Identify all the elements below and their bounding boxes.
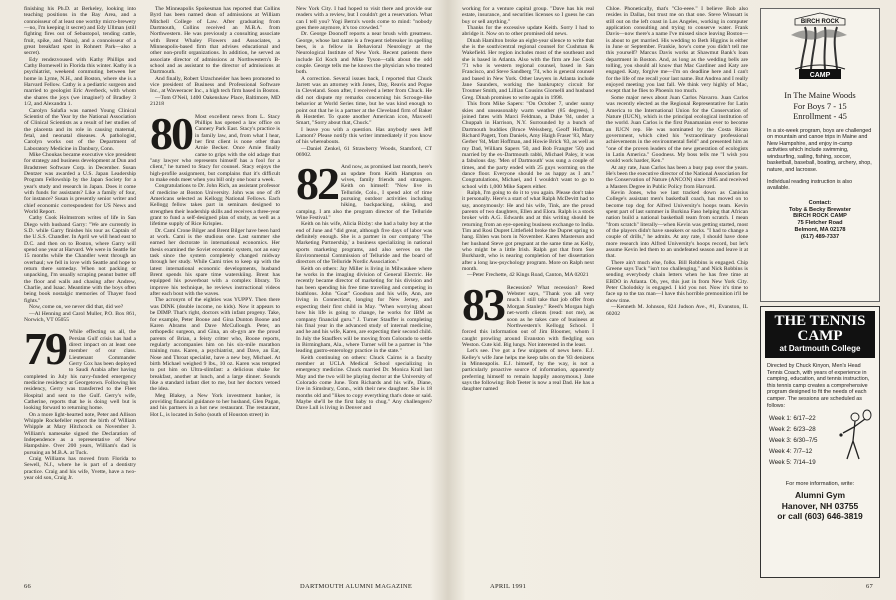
paragraph: Let's see. I've got a few snippets of news here. E.J. Kelley's wife Jane helps me keep tabs on the '83 denizens in Minneapolis. E.J. himself, by the way, is not a particularly proactive source of information, apparently preferring himself to remain happily anonymous.) Jane says the following: Bob Teeter is now a real Dad. He has a daughter named [462,348,594,393]
issue-date: APRIL 1991 [490,583,527,590]
paragraph: working for a venture capital group. "Dave has his real estate, insurance, and securities licenses so I guess he can buy or sell anything." [462,6,594,25]
paragraph: Keith on his wife, Alicia Bixby: she had a baby boy at the end of June and "did great, although five days of labor was definitely enough. She is a partner in our company 'The Marketing Partnership,' a business specializing in national sports marketing programs, and also serves on the Environmental Commission of Telluride and the board of directors of the Telluride Nordic Association." [296,221,432,266]
ad-phone: or call (603) 646-3819 [777,511,863,522]
ad-org: Alumni Gym [794,490,846,501]
paragraph: And finally, Robert Utzschneider has been promoted to vice president of Business and Professional Software Inc., at Waveeracer Inc., a high tech firm based in Boston. [150,75,280,95]
paragraph: Now, come on, we never did that, did we? [29,304,124,311]
birch-rock-camp-ad [760,8,880,302]
paragraph: Dinah Hamilton broke an eight-year silence to write that she is the south/central regional counsel for Cushman & Wakefield. Her region includes most of the southeast and she is based in Atlanta. Also with the firm are Joe Cook '71 who is western regional counsel, based in San Francisco, and Steve Sandberg '74, who is general counsel and based in New York. Other lawyers in Atlanta include Jane Saunders, working the bankruptcy circuit for Troutner Smith, and Lillian Cousins Giornelli and husband Greg. Dinah promises to write again in 1998. [462,37,594,101]
paragraph: Congratulations to Dr. John Rich, an assistant professor of medicine at Boston University. John was one of 49 Americans selected as Kellogg National Fellows. Each Kellogg fellow takes part in seminars designed to strengthen their leadership skills and receives a three-year grant to fund a self-designed plan of study, as well as a lifetime supply of Rice Krispies. [150,183,280,228]
week-row: Week 4: 7/7–12 [769,448,813,456]
magazine-title: DARTMOUTH ALUMNI MAGAZINE [300,583,413,590]
paragraph: Keith on others: Jay Miller is living in Milwaukee where he works in the imaging division of General Electric. He recently became director of marketing for his division and has been spending his free time traveling and competing in biathlons. John "Goat" Goodson and his wife, Ann, are living in Connecticut, longing for New Jersey, and expecting their first child in May. "When worrying about how his life is going to change, he works for IBM as company financial guru." J. Turner Stauffer is completing his final year in the advanced study of internal medicine, and he and his wife, Karen, are expecting their second child. In July the Stauffers will be moving from Colorado to settle in Birmingham, Ala., where Turner will be a partner in "the leading gastro-enterology practice in the state." [296,265,432,355]
paragraph: And now, as promised last month, here's an update from Keith Hampton on wives, family friends and strangers. Keith on himself: "Now live in Telluride, Colo., I spend alot of time pursuing outdoor activities including hiking, backpacking, skiing, and camping. I am also the program director of the Telluride Wine Festival." [296,164,432,221]
paragraph: Mike Choukas became executive vice president for strategy and business development at Dun and Bradstreet Software Corp. in December. Susan Dentzer was awarded a U.S. Japan Leadership Program Fellowship by the Japan Society for a year's study and research in Japan. Does it come with funds for assistants? Like a family of four, for instance? Susan is presently senior writer and chief economic correspondent for US News and World Report. [24,151,136,215]
signature: —Kenneth M. Johnson, 824 Judson Ave., #1, Evanston, IL 60202 [606,304,748,317]
contact-label: Contact: [808,199,832,206]
ad-title-1: THE TENNIS [774,313,866,329]
contact-phone: (617) 489-7337 [800,233,840,240]
ad-headline-2: For Boys 7 - 15 [793,100,847,111]
logo-sign-bottom: CAMP [809,72,831,79]
paragraph: On a more light-hearted note, Peter and Allison Whipple Rockefeller report the birth of William Whipple at Mary Hitchcock on November 3. William's namesake signed the Declaration of Independence as a representative of New Hampshire. Over 200 years, William's dad is pursuing an M.B.A. at Tuck. [24,411,136,456]
signature: —Al Henning and Carol Muller, P.O. Box 861, Norwich, VT 05055 [24,310,136,323]
paragraph: Dr. Cami Crone Bilger and Brent Bilger have been hard at work. Cami is the studious one. Last summer she earned her doctorate in international economics. Her thesis examined the Soviet economic system, not an easy task since the system completely changed midway through her study. While Cami tries to keep up with the latest international economic developments, husband Brent spends his spare time waterskiing. Brent has equipped his powerboat with a complex library. To improve his technique, he reviews instructional videos after each bout with the waves. [150,227,280,298]
right-page-number: 67 [866,583,874,590]
class-notes-column-1 [24,6,136,576]
signature: —Daniel Zenkel, 61 Strawberry Woods, Stamford, CT 06902. [296,145,432,158]
paragraph: There ain't much else, folks. Bill Robbins is engaged. Chip Greene says Tuck "isn't too challenging," and Nick Robbins is sending everybody chain letters when he has free time at EBDO in Atlanta. Oh, yes, this just in from New York City. Peter Cholodsky is engaged. I kid you not. Now it's time to face up to the tax man—I have this horrible premonition it'll be show time. [606,259,748,304]
contact-camp: BIRCH ROCK CAMP [793,213,847,220]
paragraph: Carolyn Salafia was named Young Clinical Scientist of the Year by the National Association of Clinical Scientists as a result of her studies of the placenta and its role in causing maternal, fetal, and neonatal diseases. A pathologist, Carolyn works out of the Department of Laboratory Medicine in Danbury, Conn. [24,107,136,152]
paragraph: Chloe. Phonetically, that's "Clo-eeee." I believe Bob also resides in Dallas, but trust me on that one. Steve Winssatt is still out on the left coast in Los Angeles, working in computer application consulting and trying to conserve water. Frank Davis—now there's a name I've missed since leaving Boston—is about to get married. His wedding to Beth Higgins is either in June or September. Frankie, how's come you didn't tell me this yourself? Marcus Davis works at Shawmut Bank's loan department in Boston. And, as long as the wedding bells are tolling, you should all know that Mac Gardiner and Katy are engaged. Katy, forgive me—I'm on deadline here and I can't for the life of me recall your last name. But Andrea and I really enjoyed meeting you last fall. We think very highly of Mac, except that he flies to Phoenix too much. [606,6,748,95]
class-notes-column-3 [296,6,432,576]
paragraph: I leave you with a question. Has anybody seen Jeff Lamont? Please notify this writer immediately if you know of his whereabouts. [296,126,432,146]
paragraph: This from Mike Sapers: "On October 7, under sunny skies and unseasonably warm weather (85 degrees), I joined fates with Marci Feldman, a Duke '84, under a Chuppah in Harrison, N.Y. Surrounded by a bunch of Dartmouth buddies (Bruce Weissberg, Geoff Hoffman, Richard Pagett, Tom Daniels, Amy Haigh Fraser '83, Mary Gerber '84, Matt Hoffman, and Howie Brick '83, as well as my Dad, William Sapers '50, and Bob Frangter '50) and married by the ex-Dartmouth rabbi, Michael Paley, it was a fabulous day. 'Men of Dartmouth' was sung a couple of times, and the party ended with 25 guys worming on the dance floor. Everyone should be as happy as I am." Congratulations, Michael, and I wouldn't want to go to school with 1,000 Mike Sapers either. [462,101,594,190]
class-notes-column-5 [606,6,748,576]
paragraph: Edy rendezvoused with Kathy Phillips and Cathy Bornewell in Florida this winter. Kathy is a psychiatrist, weekend commuting between her home in Lyme, N.H., and Boston, where she is a Harvard Fellow. Cathy is a pediatric surgeon and married to geologist Eric Averbeck, with whom she shares the joys (we imagine!) of Bradley 3 1/2, and Alexandra 1. [24,56,136,108]
paragraph: Most excellent news from L. Stacy Phillips has opened a law office on Cannery Park East. Stacy's practice is in family law, and, from what I hear, her first client is none other than Arnie Becker. Once Arnie finally came to grips with the old adage that "any lawyer who represents himself has a fool for a client," he turned to Stacy for counsel. Stacy enjoys the high-profile assignment, but complains that it's difficult to make ends meet when you bill only one hour a week. [150,113,280,183]
signature: —Tom O'Neil, 1400 Oakenshaw Place, Baltimore, MD 21218 [150,94,280,108]
paragraph: Craig Williams has moved from Florida to Sewell, N.J., where he is part of a dentistry practice. Craig and his wife, Yvette, have a two-year old son, Craig Jr. [24,456,136,482]
class-notes-column-2 [150,6,280,576]
ad-body: Directed by Chuck Kinyon, Men's Head Tennis Coach, with years of experience in camping, education, and tennis instruction, this tennis camp creates a comprehensive program designed to fit the needs of each camper. The sessions are scheduled as follows: [767,363,870,409]
ad-body: In a six-week program, boys are challenged on mountain and canoe trips in Maine and New Hampshire, and enjoy in-camp activities which include swimming, windsurfing, sailing, fishing, soccer, basketball, baseball, boating, archery, shop, nature, and lacrosse. [767,127,872,174]
paragraph: Ralph, I'm going to do it to you again. Please don't take it personally. Here's a start of what Ralph McDevitt had to say, anonymously: He and his wife, Tink, are the proud parents of two daughters, Ellen and Elora. Ralph is a stock broker with A.G. Edwards and at this writing should be returning from an eye-opening business exchange to India. Tim and Rosi Dupret Littlefield broke the Dupret spring to hang. Ehlen was born in November. Karen Masterson and her husband Steve got pregnant at the same time as Kelly, who might be a little Irish. Ralph got that from Sue Burkhardt, who is nearing completion of her dissertation after a long law-psychology program. More on Ralph next month. [462,189,594,273]
tennis-player-icon [833,409,873,469]
paragraph: At any rate, Juan Carlos has been a busy pup over the years. He's been the executive director of the National Association for the Conservation of Nature (ANCON) since 1985 and received a Masters Degree in Public Policy from Harvard. [606,164,748,190]
paragraph: Some major news about Juan Carlos Navarro. Juan Carlos was recently elected as the Regional Representative for Latin America to the International Union for the Conservation of Nature (IUCN), which is the principal ecological institution of the world. Juan Carlos is the first Panamanian ever to become an IUCN rep. He was nominated by the Costa Rican government, which cited his "extraordinary professional achievements in the environmental field" and presented him as "one of the proven leaders of the new generation of ecologists in Latin America." Goodness. My boss tells me "I wish you would work harder, Ken." [606,94,748,165]
ad-headline-1: In The Maine Woods [784,90,856,100]
paragraph: New York City. I had hoped to visit there and provide our readers with a review, but I couldn't get a reservation. What can I tell you? Yogi Berra's words come to mind: "nobody goes there anymore, it's too crowded." [296,6,432,32]
paragraph: Cathy Cook Holmstrom writes of life in San Diego with husband Garry: "We are currently in S.D. while Garry finishes his tour as Captain of the U.S.S. Chandler. In April we will head east to D.C. and then on to Boston, where Garry will spend one year at Harvard. We were in Seattle for 15 months while the Chandler went through an overhaul; we fell in love with Seattle and hope to return there someday. When not packing or unpacking, I'm usually scraping peanut butter off the floor and walls and chasing after Andrew, Charlie, and Isaac. Meantime with the boys often being book nostalgic memories of Thayer food fights." [24,215,136,304]
class-year-80: 80 [150,107,192,159]
paragraph: While effecting us all, the Persian Gulf crisis has had a direct impact on at least one member of our class. Lieutenant Commander Gerry Cox has been deployed to Saudi Arabia after having completed in July his navy-funded emergency medicine residency at Georgetown. Following his residency, Gerry was transferred to the Fleet Hospital and sent to the Gulf. Gerry's wife, Catherine, reports that he is doing well but is looking forward to returning home. [24,329,136,412]
logo-sign-top: BIRCH ROCK [800,19,840,25]
week-row: Week 3: 6/30–7/5 [769,437,818,445]
signature: —Peter Frechette, 42 Kings Road, Canton, MA 02021 [467,272,589,279]
paragraph: Keith continuing on others: Chuck Cairns is a faculty member at UCLA Medical School specializing in emergency medicine. Chuck married Dr. Monica Krall last May and the two will be playing doctor at the University of Colorado come June. Tom Richards and his wife, Diane, live in Simsbury, Conn., with their new daughter. She is 18 months old and "likes to copy everything that's done or said. Maybe she'll be the first baby to chug." Any challengers? Dave Lull is living in Denver and [296,354,432,412]
ad-title-3: at Dartmouth College [779,344,861,353]
paragraph: Dr. George Doonoff reports a near brush with greatness. George, whose last name is a frequent tiebreaker in spelling bees, is a fellow in Behavioral Neurology at the Neurological Institute of New York. Recent patients there include Ed Koch and Mike Tyson—talk about the odd couple. George tells me he knows the physician who treated both. [296,31,432,76]
week-row: Week 2: 6/23–28 [769,426,816,434]
paragraph: finishing his Ph.D. at Berkeley, looking into teaching positions in the Bay Area, and a connoisseur of at least one worthy micro-brewery—no, I'm keeping it secret) and Edy Ullman (still fighting fires out of Sebastopol, tending cattle, fruit, spike, and Nana), and a connoisseur of a great breakfast spot in Rohnert Park—also a secret). [24,6,136,57]
contact-names: Toby & Becky Brewster [788,206,852,213]
paragraph: A correction. Several issues back, I reported that Chuck Jarrett was an attorney with Jones, Day, Reavis and Pogue in Cleveland. Soon after, I received a letter from Chuck. He did not dispute my remarks concerning his Scrooge-like behavior at World Series time, but he was kind enough to point out that he is a partner at the Cleveland firm of Baker & Hostetler. To quote another American icon, Maxwell Smart, "Sorry about that, Chuck." [296,75,432,127]
class-year-83: 83 [462,278,504,330]
contact-street: 75 Fletcher Road [797,220,843,227]
ad-info: For more information, write: [785,481,855,488]
contact-city: Belmont, MA 02178 [794,227,846,234]
paragraph: Thanks for the excessive update Keith. Sorry I had to abridge it. Now on to other promised old news. [462,25,594,38]
ad-headline-3: Enrollment - 45 [793,111,847,121]
class-notes-column-4 [462,6,594,576]
paragraph: Meg Blakey, a New York investment banker, is providing financial guidance to her husband, Glen Pagan, and his partners in a hot new restaurant. The restaurant, Hot L, is located in Soho (south of Houston street) in [150,392,280,418]
paragraph: Recession? What recession? Reed Webster says, "Thank you all very much. I still take that job offer from Morgan Stanley." Reed's Morgan high net-worth clients (read: not me), as soon as he takes care of business at Northwestern's Kellogg School. I forced this information out of Jim Bloomer, whom I caught prowling around Evanston with fledgling son Weston. Cute kid. Big lungs. Not interested in the least. [462,284,594,348]
birch-rock-camp-logo [761,9,879,83]
paragraph: Kevin Jones, who we last tracked down as Canisius College's assistant men's basketball coach, has moved on to become top dog for Alfred University's hoops team. Kevin spent part of last summer in Burkina Faso helping that African nation build a national basketball team from scratch. I mean "from scratch" literally—when Kevin was getting started, most of the players didn't have sneakers or socks. "I had to change a couple of drills," he admits. At any rate, I should have done more research into Alfred University's hoops record, but let's assume Kevin led them to an undefeated season and leave it at that. [606,189,748,260]
tennis-camp-ad [760,306,880,578]
class-year-79: 79 [24,323,66,375]
left-page-number: 66 [24,583,32,590]
ad-city: Hanover, NH 03755 [781,500,859,511]
week-row: Week 1: 6/17–22 [769,415,816,423]
session-schedule [761,409,879,475]
class-year-82: 82 [296,158,338,210]
paragraph: The acronym of the eighties was YUPPY. Then there was DINK (double income, no kids). Now it appears to be DIMP. That's right, doctors with infant progeny. Take, for example, Peter Boone and Gina Dunton Boone and Karen Abrams and Dave McCullough. Peter, an orthopedic surgeon, and Gina, an ob-gyn are the proud parents of Brian, a feisty critter who, Boone reports, regularly accompanies him on his six-mile marathon training runs. Karen, a psychiatrist, and Dave, an Ear, Nose and Throat specialist, have a new boy, Michael. At birth Michael weighed 9 lbs., 10 oz. Karen was tempted to put him on Ultra-slimfast: a delicious shake for breakfast, another at lunch, and a large dinner. Sounds like a standard infant diet to me, but her doctors vetoed the idea. [150,297,280,393]
week-row: Week 5: 7/14–19 [769,459,816,467]
ad-body-2: Individual reading instruction is also available. [767,178,853,192]
paragraph: The Minneapolis Spokesman has reported that Collins Byrd has been named dean of admissions at William Mitchell College of Law. After graduating from Dartmouth, Collins received an M.B.A. from Northwestern. He was previously a consulting associate with Brent Whaley Flowers and Associates, a Minneapolis-based firm that advises educational and other non-profit organizations. In addition, he served as associate director of admissions at Northwestern's B-school and as assistant to the director of admissions at Dartmouth. [150,6,280,76]
ad-title-2: CAMP [797,328,843,344]
